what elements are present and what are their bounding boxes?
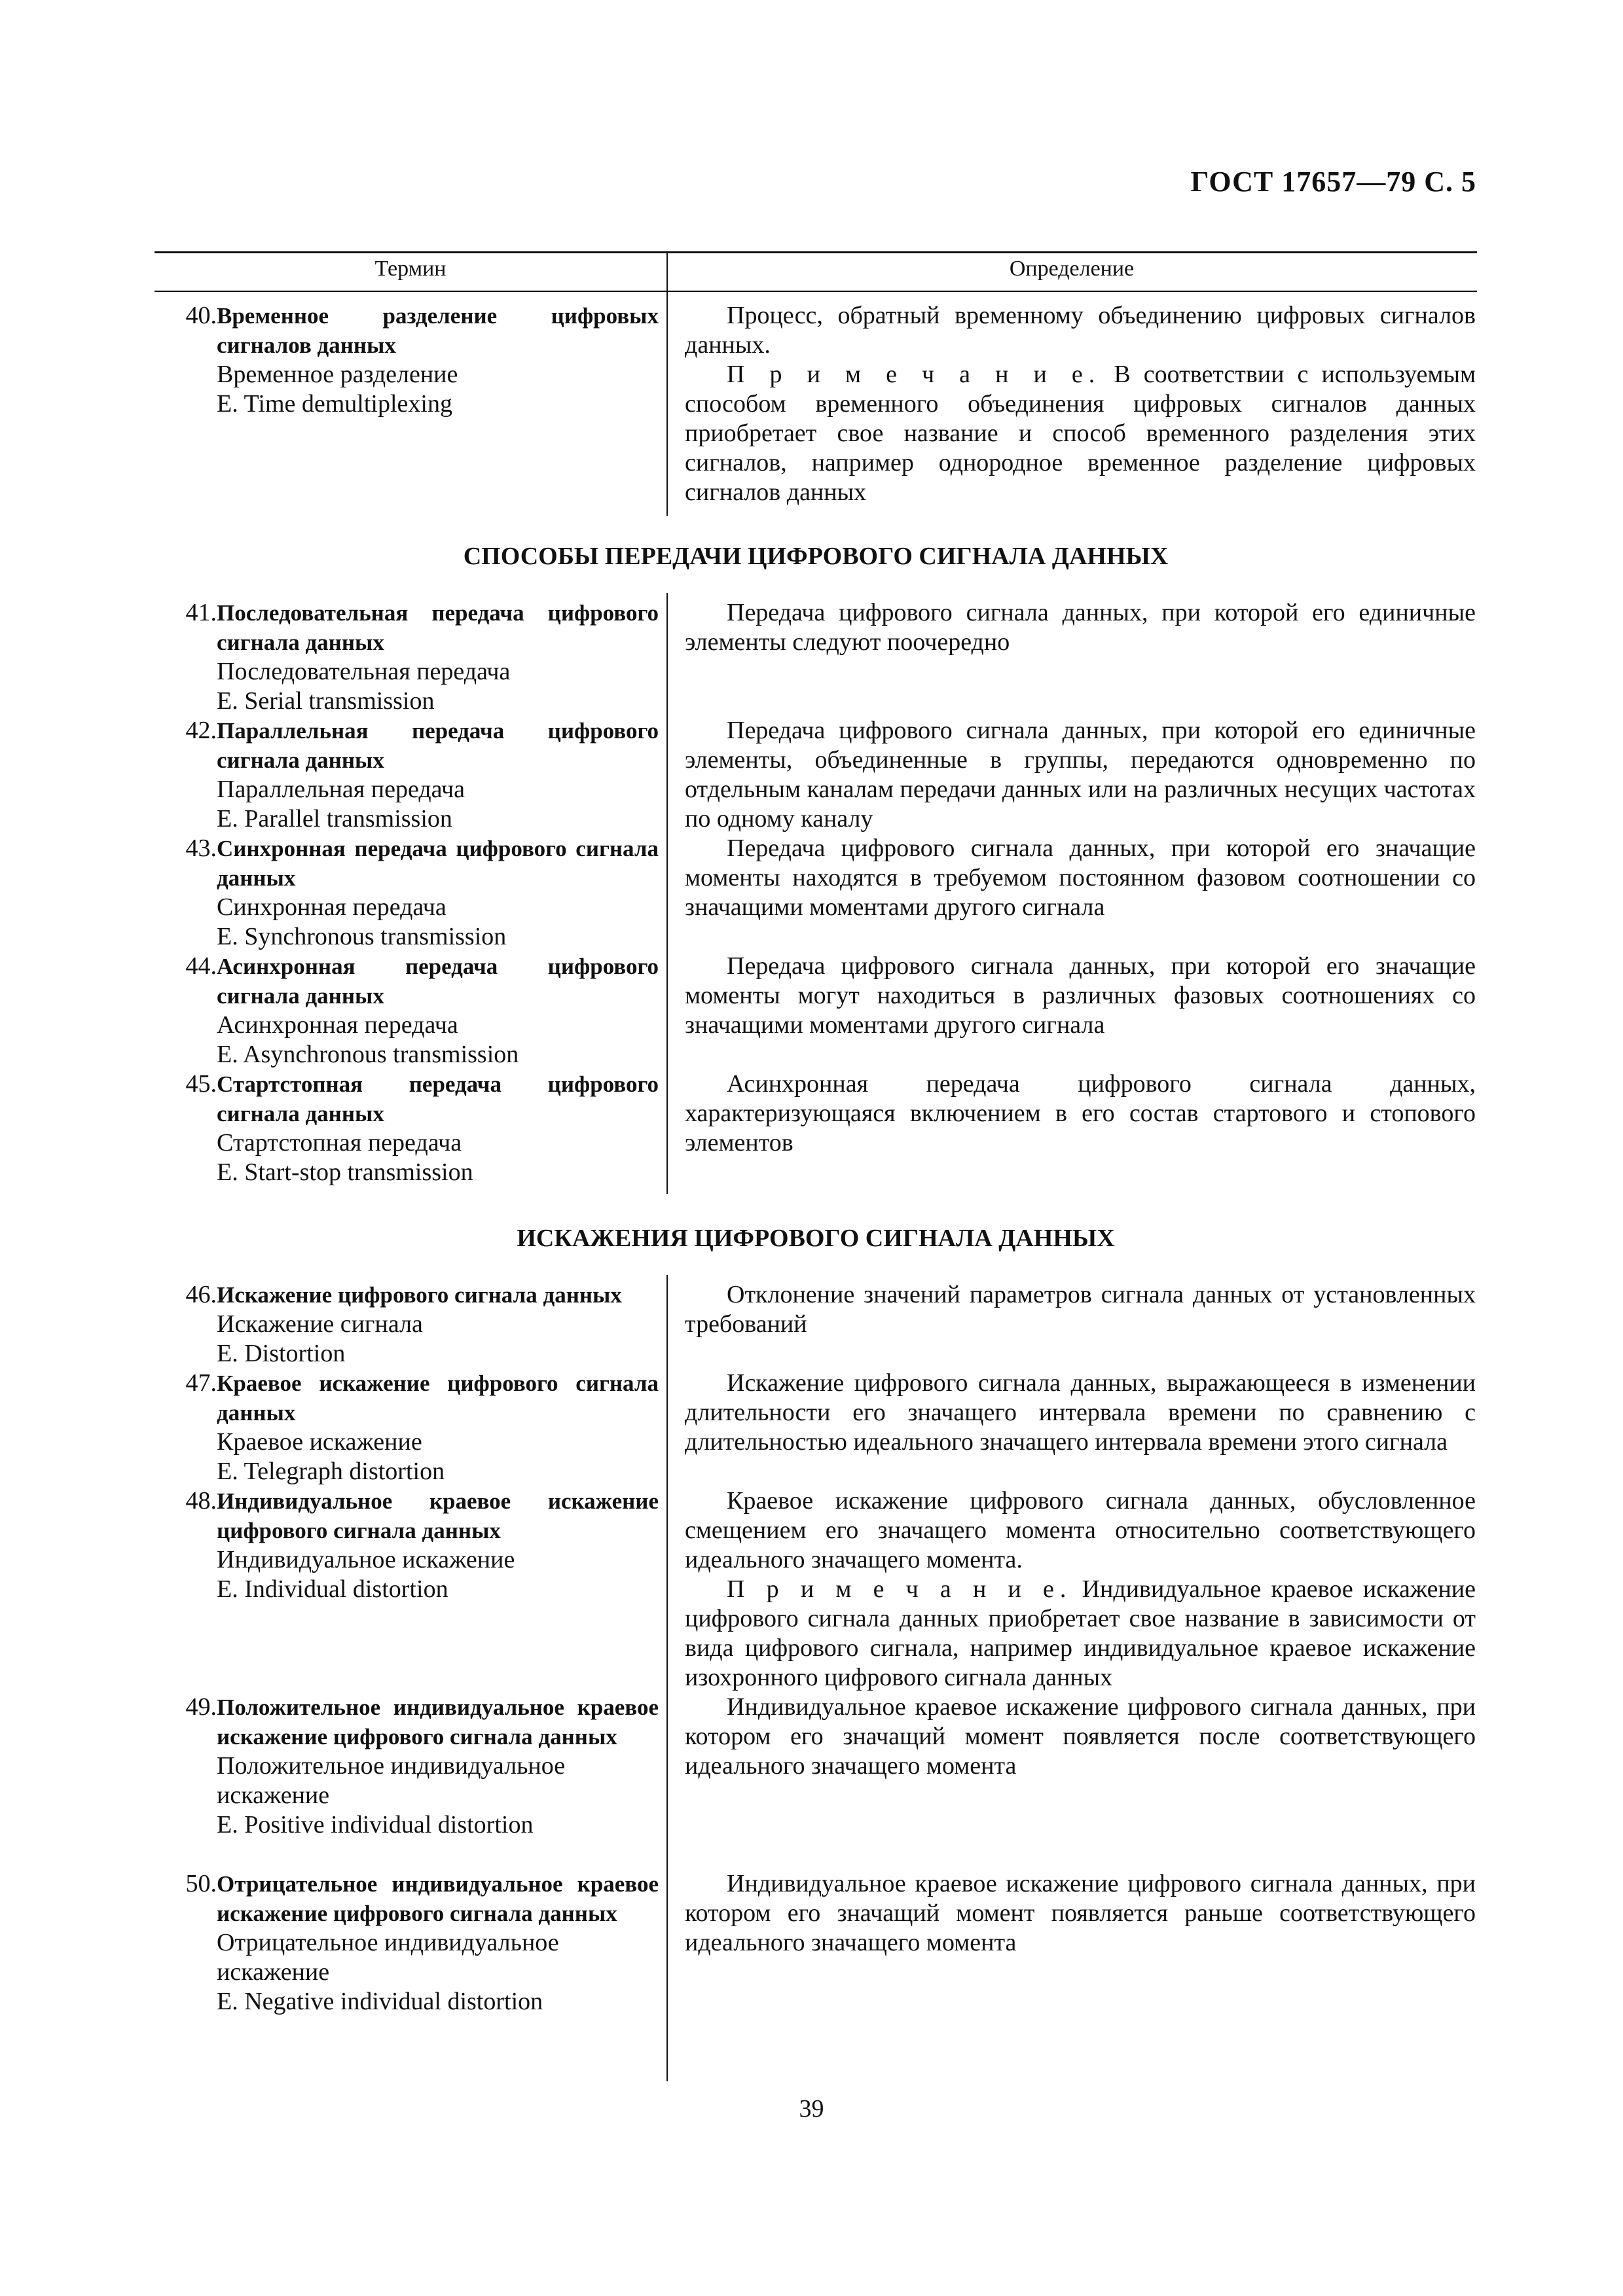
- term-name: Последовательная передача цифрового сигнала данных: [217, 600, 659, 655]
- term-number: 50.: [185, 1870, 217, 1897]
- definition-cell: [685, 716, 1476, 834]
- note-text: В соответствии с используемым способом временного объединения цифровых сигналов данных приобретает свое название и способ временного разделения этих сигналов, например однородное временное разделение цифровых сигналов данных: [685, 361, 1476, 506]
- term-english: E. Synchronous transmission: [217, 923, 507, 950]
- term-number: 45.: [185, 1070, 217, 1098]
- term-cell: [155, 598, 659, 716]
- definition-cell: [685, 952, 1476, 1040]
- term-number: 44.: [185, 952, 217, 980]
- term-cell: [155, 301, 659, 419]
- note-text: Индивидуальное краевое искажение цифрового сигнала данных приобретает свое название в зависимости от вида цифрового сигнала, например индивидуальное краевое искажение изохронного цифрового сигнала данных: [685, 1575, 1476, 1691]
- term-name: Положительное индивидуальное краевое искажение цифрового сигнала данных: [217, 1695, 659, 1749]
- table-block-1: [155, 292, 1477, 516]
- term-name: Временное разделение цифровых сигналов данных: [217, 303, 659, 358]
- definition-cell: [685, 1280, 1476, 1339]
- definition-cell: [685, 301, 1476, 507]
- term-name: Отрицательное индивидуальное краевое искажение цифрового сигнала данных: [217, 1871, 659, 1926]
- term-english: E. Telegraph distortion: [217, 1458, 445, 1485]
- term-number: 48.: [185, 1487, 217, 1515]
- definition-text: Передача цифрового сигнала данных, при которой его значащие моменты могут находиться в различных фазовых соотношениях со значащими моментами другого сигнала: [685, 952, 1476, 1039]
- term-short-form: Краевое искажение: [217, 1428, 422, 1456]
- term-number: 40.: [185, 302, 217, 329]
- term-cell: [155, 1486, 659, 1604]
- definition-text: Индивидуальное краевое искажение цифрового сигнала данных, при котором его значащий момент появляется после соответствующего идеального значащего момента: [685, 1693, 1476, 1780]
- term-number: 43.: [185, 834, 217, 862]
- note-label: П р и м е ч а н и е.: [727, 1575, 1072, 1603]
- term-short-form: Асинхронная передача: [217, 1011, 458, 1039]
- definition-cell: [685, 1069, 1476, 1158]
- column-divider: [666, 1275, 668, 2081]
- table-top-rule: [155, 251, 1477, 253]
- term-short-form: Синхронная передача: [217, 893, 447, 921]
- term-short-form: Искажение сигнала: [217, 1310, 423, 1338]
- term-number: 46.: [185, 1281, 217, 1308]
- term-name: Синхронная передача цифрового сигнала данных: [217, 836, 659, 891]
- definition-text: Передача цифрового сигнала данных, при которой его значащие моменты находятся в требуемом постоянном фазовом соотношении со значащими моментами другого сигнала: [685, 834, 1476, 921]
- table-block-3: [155, 1275, 1477, 2081]
- term-english: E. Start-stop transmission: [217, 1158, 473, 1186]
- term-name: Индивидуальное краевое искажение цифрового сигнала данных: [217, 1488, 659, 1543]
- term-cell: [155, 1869, 659, 2017]
- term-english: E. Individual distortion: [217, 1575, 448, 1603]
- term-cell: [155, 1280, 659, 1369]
- section-heading-distortions: ИСКАЖЕНИЯ ЦИФРОВОГО СИГНАЛА ДАННЫХ: [517, 1225, 1115, 1252]
- term-english: E. Serial transmission: [217, 687, 435, 715]
- term-short-form: Индивидуальное искажение: [217, 1546, 515, 1573]
- definition-text: Передача цифрового сигнала данных, при которой его единичные элементы, объединенные в группы, передаются одновременно по отдельным каналам передачи данных или на различных несущих частотах по одному каналу: [685, 717, 1476, 833]
- definition-note: [685, 1575, 1476, 1693]
- definition-text: Отклонение значений параметров сигнала данных от установленных требований: [685, 1281, 1476, 1338]
- document-reference: ГОСТ 17657—79 С. 5: [1190, 166, 1476, 198]
- note-label: П р и м е ч а н и е.: [727, 361, 1101, 388]
- definition-cell: [685, 1369, 1476, 1457]
- definition-cell: [685, 598, 1476, 657]
- definition-text: Передача цифрового сигнала данных, при которой его единичные элементы следуют поочередно: [685, 599, 1476, 656]
- term-english: E. Distortion: [217, 1340, 346, 1367]
- definition-text: Асинхронная передача цифрового сигнала данных, характеризующаяся включением в его состав стартового и стопового элементов: [685, 1070, 1476, 1157]
- term-english: E. Asynchronous transmission: [217, 1041, 519, 1068]
- term-cell: [155, 834, 659, 952]
- page-number: 39: [799, 2095, 824, 2123]
- term-name: Искажение цифрового сигнала данных: [217, 1282, 622, 1308]
- definition-text: Краевое искажение цифрового сигнала данных, обусловленное смещением его значащего момента относительно соответствующего идеального значащего момента.: [685, 1487, 1476, 1573]
- term-short-form: Стартстопная передача: [217, 1129, 462, 1157]
- term-number: 41.: [185, 599, 217, 626]
- term-number: 49.: [185, 1693, 217, 1721]
- column-header-term: Термин: [374, 257, 447, 281]
- term-short-form: Положительное индивидуальное искажение: [217, 1752, 566, 1809]
- column-header-definition: Определение: [1009, 257, 1135, 281]
- term-short-form: Последовательная передача: [217, 658, 511, 685]
- term-cell: [155, 716, 659, 834]
- table-column-header: [155, 251, 1477, 292]
- term-short-form: Временное разделение: [217, 361, 458, 388]
- term-cell: [155, 1369, 659, 1486]
- definition-cell: [685, 1486, 1476, 1693]
- term-cell: [155, 1069, 659, 1187]
- definition-text: Индивидуальное краевое искажение цифрового сигнала данных, при котором его значащий момент появляется раньше соответствующего идеального значащего момента: [685, 1870, 1476, 1956]
- term-short-form: Параллельная передача: [217, 776, 465, 803]
- column-divider: [666, 593, 668, 1194]
- term-name: Краевое искажение цифрового сигнала данных: [217, 1371, 659, 1426]
- term-name: Стартстопная передача цифрового сигнала данных: [217, 1071, 659, 1126]
- table-block-2: [155, 593, 1477, 1194]
- term-english: E. Parallel transmission: [217, 805, 452, 833]
- definition-cell: [685, 834, 1476, 922]
- section-heading-transmission-methods: СПОСОБЫ ПЕРЕДАЧИ ЦИФРОВОГО СИГНАЛА ДАННЫХ: [463, 543, 1169, 570]
- term-name: Параллельная передача цифрового сигнала данных: [217, 718, 659, 773]
- term-name: Асинхронная передача цифрового сигнала данных: [217, 954, 659, 1009]
- definition-cell: [685, 1693, 1476, 1781]
- term-english: E. Positive individual distortion: [217, 1811, 534, 1839]
- term-english: E. Time demultiplexing: [217, 390, 452, 418]
- term-english: E. Negative individual distortion: [217, 1988, 543, 2015]
- definition-note: [685, 360, 1476, 507]
- definition-cell: [685, 1869, 1476, 1958]
- column-divider: [666, 292, 668, 516]
- term-number: 47.: [185, 1369, 217, 1397]
- definition-text: Процесс, обратный временному объединению цифровых сигналов данных.: [685, 302, 1476, 359]
- definition-text: Искажение цифрового сигнала данных, выражающееся в изменении длительности его значащего интервала времени по сравнению с длительностью идеального значащего интервала времени этого сигнала: [685, 1369, 1476, 1456]
- term-short-form: Отрицательное индивидуальное искажение: [217, 1929, 559, 1986]
- term-cell: [155, 1693, 659, 1840]
- term-cell: [155, 952, 659, 1069]
- term-number: 42.: [185, 717, 217, 744]
